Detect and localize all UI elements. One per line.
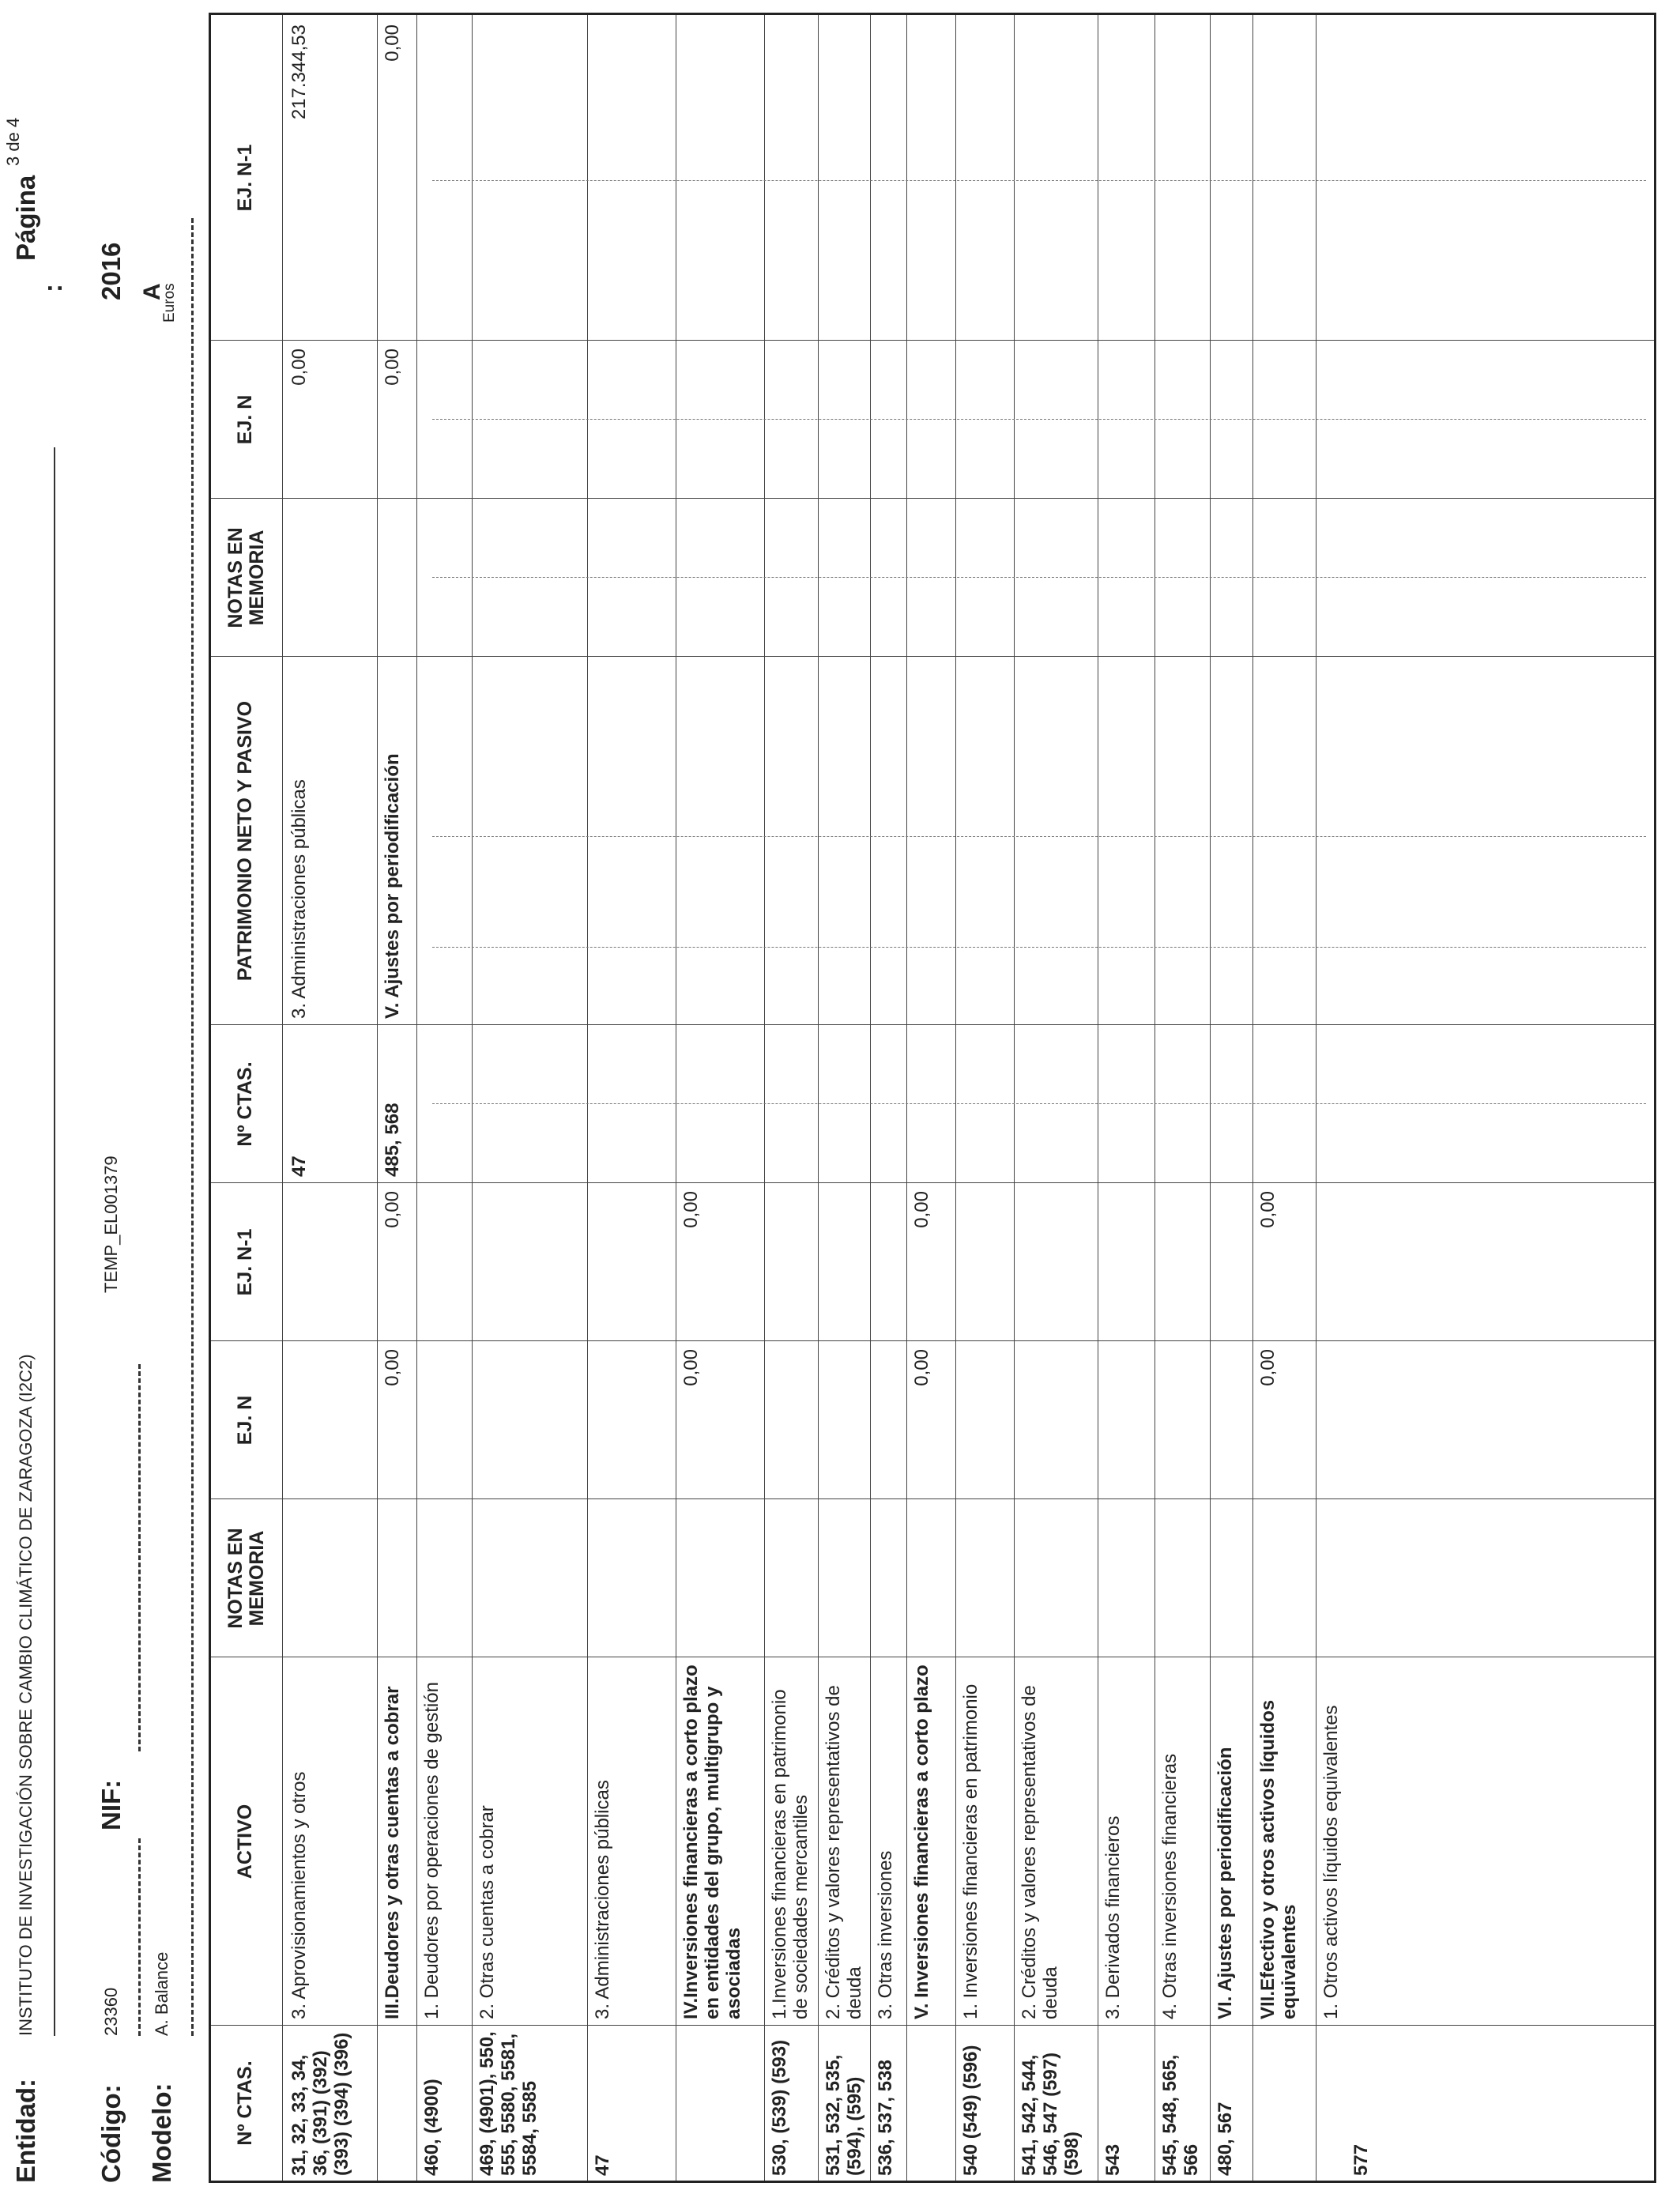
row-label: 1.Inversiones financieras en patrimonio de sociedades mercantiles [769, 1689, 812, 2019]
codigo-value: 23360 [101, 1987, 121, 2036]
row-separator [1316, 15, 1317, 2181]
row-separator [870, 15, 871, 2181]
row-label: 3. Administraciones públicas [592, 1780, 613, 2019]
modelo-dash-line [191, 218, 194, 2036]
row-ej-n: 0,00 [382, 349, 403, 386]
col-header-ej-n1-right: EJ. N-1 [234, 144, 256, 212]
row-ej-n: 0,00 [911, 1349, 932, 1386]
row-ctas: 545, 548, 565, 566 [1159, 2054, 1202, 2176]
col-line [211, 1182, 1654, 1183]
guide-dash [432, 947, 1646, 948]
row-ctas: 480, 567 [1215, 2102, 1236, 2176]
guide-dash [432, 836, 1646, 837]
row-separator [587, 15, 588, 2181]
row-label: V. Inversiones financieras a corto plazo [911, 1664, 932, 2019]
balance-variant: A [139, 283, 165, 300]
row-ctas: 531, 532, 535, (594), (595) [823, 2054, 865, 2176]
row-separator [1252, 15, 1253, 2181]
nif-value: TEMP_EL001379 [101, 1155, 121, 1293]
entidad-label: Entidad: [11, 2079, 40, 2183]
row-ctas: 541, 542, 544, 546, 547 (597) (598) [1019, 2052, 1083, 2176]
guide-dash [432, 577, 1646, 578]
row-ej-n1: 0,00 [382, 1191, 403, 1228]
col-header-ctas: Nº CTAS. [234, 2060, 256, 2146]
modelo-label: Modelo: [147, 2083, 176, 2183]
row-ctas: 577 [1350, 2143, 1372, 2176]
row-label: 2. Otras cuentas a cobrar [477, 1805, 498, 2019]
row-ej-n1: 0,00 [382, 25, 403, 62]
col-header-notas-right-line1: NOTAS EN [224, 527, 247, 628]
row-label: 3. Derivados financieros [1102, 1815, 1124, 2019]
row-label: 2. Créditos y valores representativos de deuda [823, 1685, 865, 2019]
row-label: 3. Otras inversiones [875, 1850, 896, 2019]
row-ej-n1: 0,00 [911, 1191, 932, 1228]
col-header-notas-right [225, 499, 268, 657]
guide-dash [432, 180, 1646, 181]
row-separator [472, 15, 473, 2181]
row-ctas: 485, 568 [382, 1103, 403, 1177]
nif-dash-line [138, 1364, 141, 1751]
row-label: 2. Créditos y valores representativos de deuda [1019, 1685, 1061, 2019]
row-ej-n1: 0,00 [680, 1191, 702, 1228]
entidad-value: INSTITUTO DE INVESTIGACIÓN SOBRE CAMBIO CLIMÁTICO DE ZARAGOZA (I2C2) [16, 1354, 36, 2036]
col-line [211, 1024, 1654, 1025]
row-label: 1. Inversiones financieras en patrimonio [960, 1683, 981, 2019]
row-ej-n: 0,00 [1257, 1349, 1279, 1386]
balance-table [209, 13, 1656, 2183]
guide-dash [432, 419, 1646, 420]
row-label: III.Deudores y otras cuentas a cobrar [382, 1686, 403, 2019]
row-separator [818, 15, 819, 2181]
row-separator [1014, 15, 1015, 2181]
row-ctas: 469, (4901), 550, 555, 5580, 5581, 5584, 5585 [477, 2031, 541, 2176]
col-header-ej-n: EJ. N [234, 1395, 256, 1446]
entidad-underline [54, 447, 55, 2036]
pagina-colon: : [38, 284, 67, 292]
codigo-dash-line [138, 1838, 141, 2036]
row-ctas: 47 [288, 1155, 310, 1177]
row-ej-n: 0,00 [680, 1349, 702, 1386]
row-label: 1. Deudores por operaciones de gestión [421, 1682, 443, 2019]
pagina-label: Página [11, 175, 40, 261]
row-separator [416, 15, 417, 2181]
row-label: 4. Otras inversiones financieras [1159, 1753, 1181, 2019]
row-ctas: 460, (4900) [421, 2079, 443, 2176]
row-separator [764, 15, 765, 2181]
col-line [211, 498, 1654, 499]
row-ctas: 536, 537, 538 [875, 2060, 896, 2176]
row-label: V. Ajustes por periodificación [382, 753, 403, 1019]
row-separator [377, 15, 378, 2181]
col-header-ej-n-right: EJ. N [234, 394, 256, 445]
col-header-notas-right-line2: MEMORIA [246, 530, 268, 626]
modelo-value: A. Balance [152, 1951, 171, 2036]
row-separator [955, 15, 956, 2181]
row-label: 1. Otros activos líquidos equivalentes [1320, 1705, 1342, 2019]
currency-unit: Euros [161, 283, 178, 322]
row-label: 3. Aprovisionamientos y otros [288, 1771, 310, 2019]
row-label: 3. Administraciones públicas [288, 779, 310, 1019]
col-header-notas-line2: MEMORIA [246, 1530, 268, 1627]
col-header-notas-line1: NOTAS EN [224, 1528, 247, 1629]
col-line [211, 656, 1654, 657]
row-separator [1210, 15, 1211, 2181]
row-ctas: 540 (549) (596) [960, 2045, 981, 2176]
nif-label: NIF: [96, 1779, 126, 1830]
row-label: VI. Ajustes por periodificación [1215, 1747, 1236, 2019]
col-header-activo: ACTIVO [234, 1804, 256, 1879]
row-label: VII.Efectivo y otros activos líquidos equivalentes [1257, 1699, 1300, 2019]
guide-dash [432, 1103, 1646, 1104]
row-label: IV.Inversiones financieras a corto plazo en entidades del grupo, multigrupo y asociadas [680, 1664, 744, 2019]
codigo-label: Código: [96, 2084, 126, 2183]
ejercicio-year: 2016 [96, 242, 126, 300]
col-header-ctas-right: Nº CTAS. [234, 1061, 256, 1147]
row-ctas: 47 [592, 2154, 613, 2176]
col-header-notas [225, 1499, 268, 1657]
row-ctas: 31, 32, 33, 34, 36, (391) (392) (393) (394) (396) [288, 2032, 352, 2176]
row-ctas: 530, (539) (593) [769, 2039, 790, 2176]
col-header-pasivo: PATRIMONIO NETO Y PASIVO [234, 700, 256, 982]
col-header-ej-n1: EJ. N-1 [234, 1228, 256, 1296]
row-ej-n1: 0,00 [1257, 1191, 1279, 1228]
row-ej-n: 0,00 [288, 349, 310, 386]
row-ej-n1: 217.344,53 [288, 25, 310, 120]
col-line [211, 2025, 1654, 2026]
col-line [211, 340, 1654, 341]
row-separator [906, 15, 907, 2181]
pagina-value: 3 de 4 [3, 117, 23, 166]
row-ej-n: 0,00 [382, 1349, 403, 1386]
row-ctas: 543 [1102, 2143, 1124, 2176]
